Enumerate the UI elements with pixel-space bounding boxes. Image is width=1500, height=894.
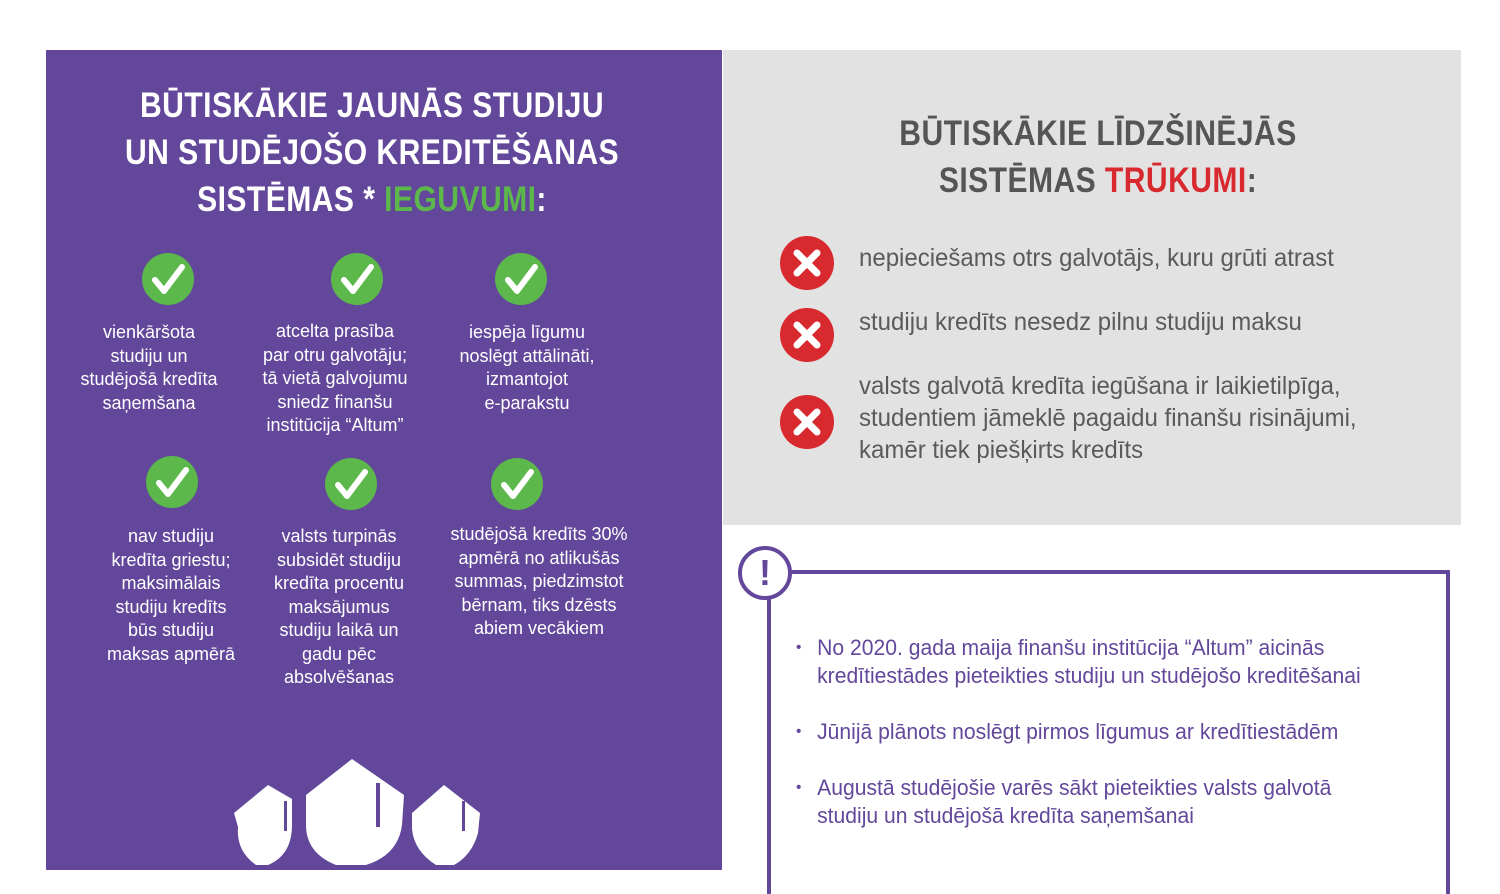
graduates-icon <box>226 755 486 865</box>
exclamation-icon: ! <box>738 546 792 600</box>
benefit-item: atcelta prasība par otru galvotāju; tā vietā galvojumu sniedz finanšu institūcija “Altum” <box>262 321 408 435</box>
check-icon <box>146 456 198 508</box>
drawbacks-title-accent: TRŪKUMI <box>1104 161 1247 200</box>
notice-item: • Augustā studējošie varēs sākt pieteikties valsts galvotā studiju un studējošā kredīta saņemšanai <box>796 775 1332 828</box>
check-icon <box>495 253 547 305</box>
drawback-item: studiju kredīts nesedz pilnu studiju maksu <box>859 308 1302 336</box>
x-icon <box>780 308 834 362</box>
bullet: • <box>796 639 802 656</box>
drawback-item: valsts galvotā kredīta iegūšana ir laikietilpīga, studentiem jāmeklē pagaidu finanšu risinājumi, kamēr tiek piešķirts kredīts <box>859 372 1357 464</box>
benefit-item: vienkāršota studiju un studējošā kredīta saņemšana <box>80 322 218 413</box>
benefits-title-line-2: UN STUDĒJOŠO KREDITĒŠANAS <box>124 133 620 172</box>
check-icon <box>491 458 543 510</box>
notice-item: • Jūnijā plānots noslēgt pirmos līgumus ar kredītiestādēm <box>796 719 1339 744</box>
benefits-title-line-3: SISTĒMAS * IEGUVUMI: <box>197 180 547 219</box>
check-icon <box>331 253 383 305</box>
notice-item: • No 2020. gada maija finanšu institūcija “Altum” aicinās kredītiestādes pieteikties studiju un studējošo kreditēšanai <box>796 635 1361 688</box>
benefits-title <box>92 82 653 223</box>
benefit-item: studējošā kredīts 30% apmērā no atlikušās summas, piedzimstot bērnam, tiks dzēsts abiem vecākiem <box>450 524 628 638</box>
drawbacks-title-line-1: BŪTISKĀKIE LĪDZŠINĒJĀS <box>899 114 1297 153</box>
drawbacks-title-line-2: SISTĒMAS TRŪKUMI: <box>938 161 1258 200</box>
x-icon <box>780 236 834 290</box>
benefits-title-line-1: BŪTISKĀKIE JAUNĀS STUDIJU <box>140 86 604 125</box>
check-icon <box>325 458 377 510</box>
x-icon <box>780 395 834 449</box>
drawbacks-title <box>776 110 1421 204</box>
benefit-item: valsts turpinās subsidēt studiju kredīta procentu maksājumus studiju laikā un gadu pēc absolvēšanas <box>273 526 405 687</box>
benefit-item: iespēja līgumu noslēgt attālināti, izmantojot e-parakstu <box>459 322 595 413</box>
benefit-item: nav studiju kredīta griestu; maksimālais studiju kredīts būs studiju maksas apmērā <box>106 526 236 664</box>
drawback-item: nepieciešams otrs galvotājs, kuru grūti atrast <box>859 244 1334 272</box>
bullet: • <box>796 723 802 740</box>
bullet: • <box>796 779 802 796</box>
benefits-title-accent: IEGUVUMI <box>384 180 537 219</box>
check-icon <box>142 253 194 305</box>
